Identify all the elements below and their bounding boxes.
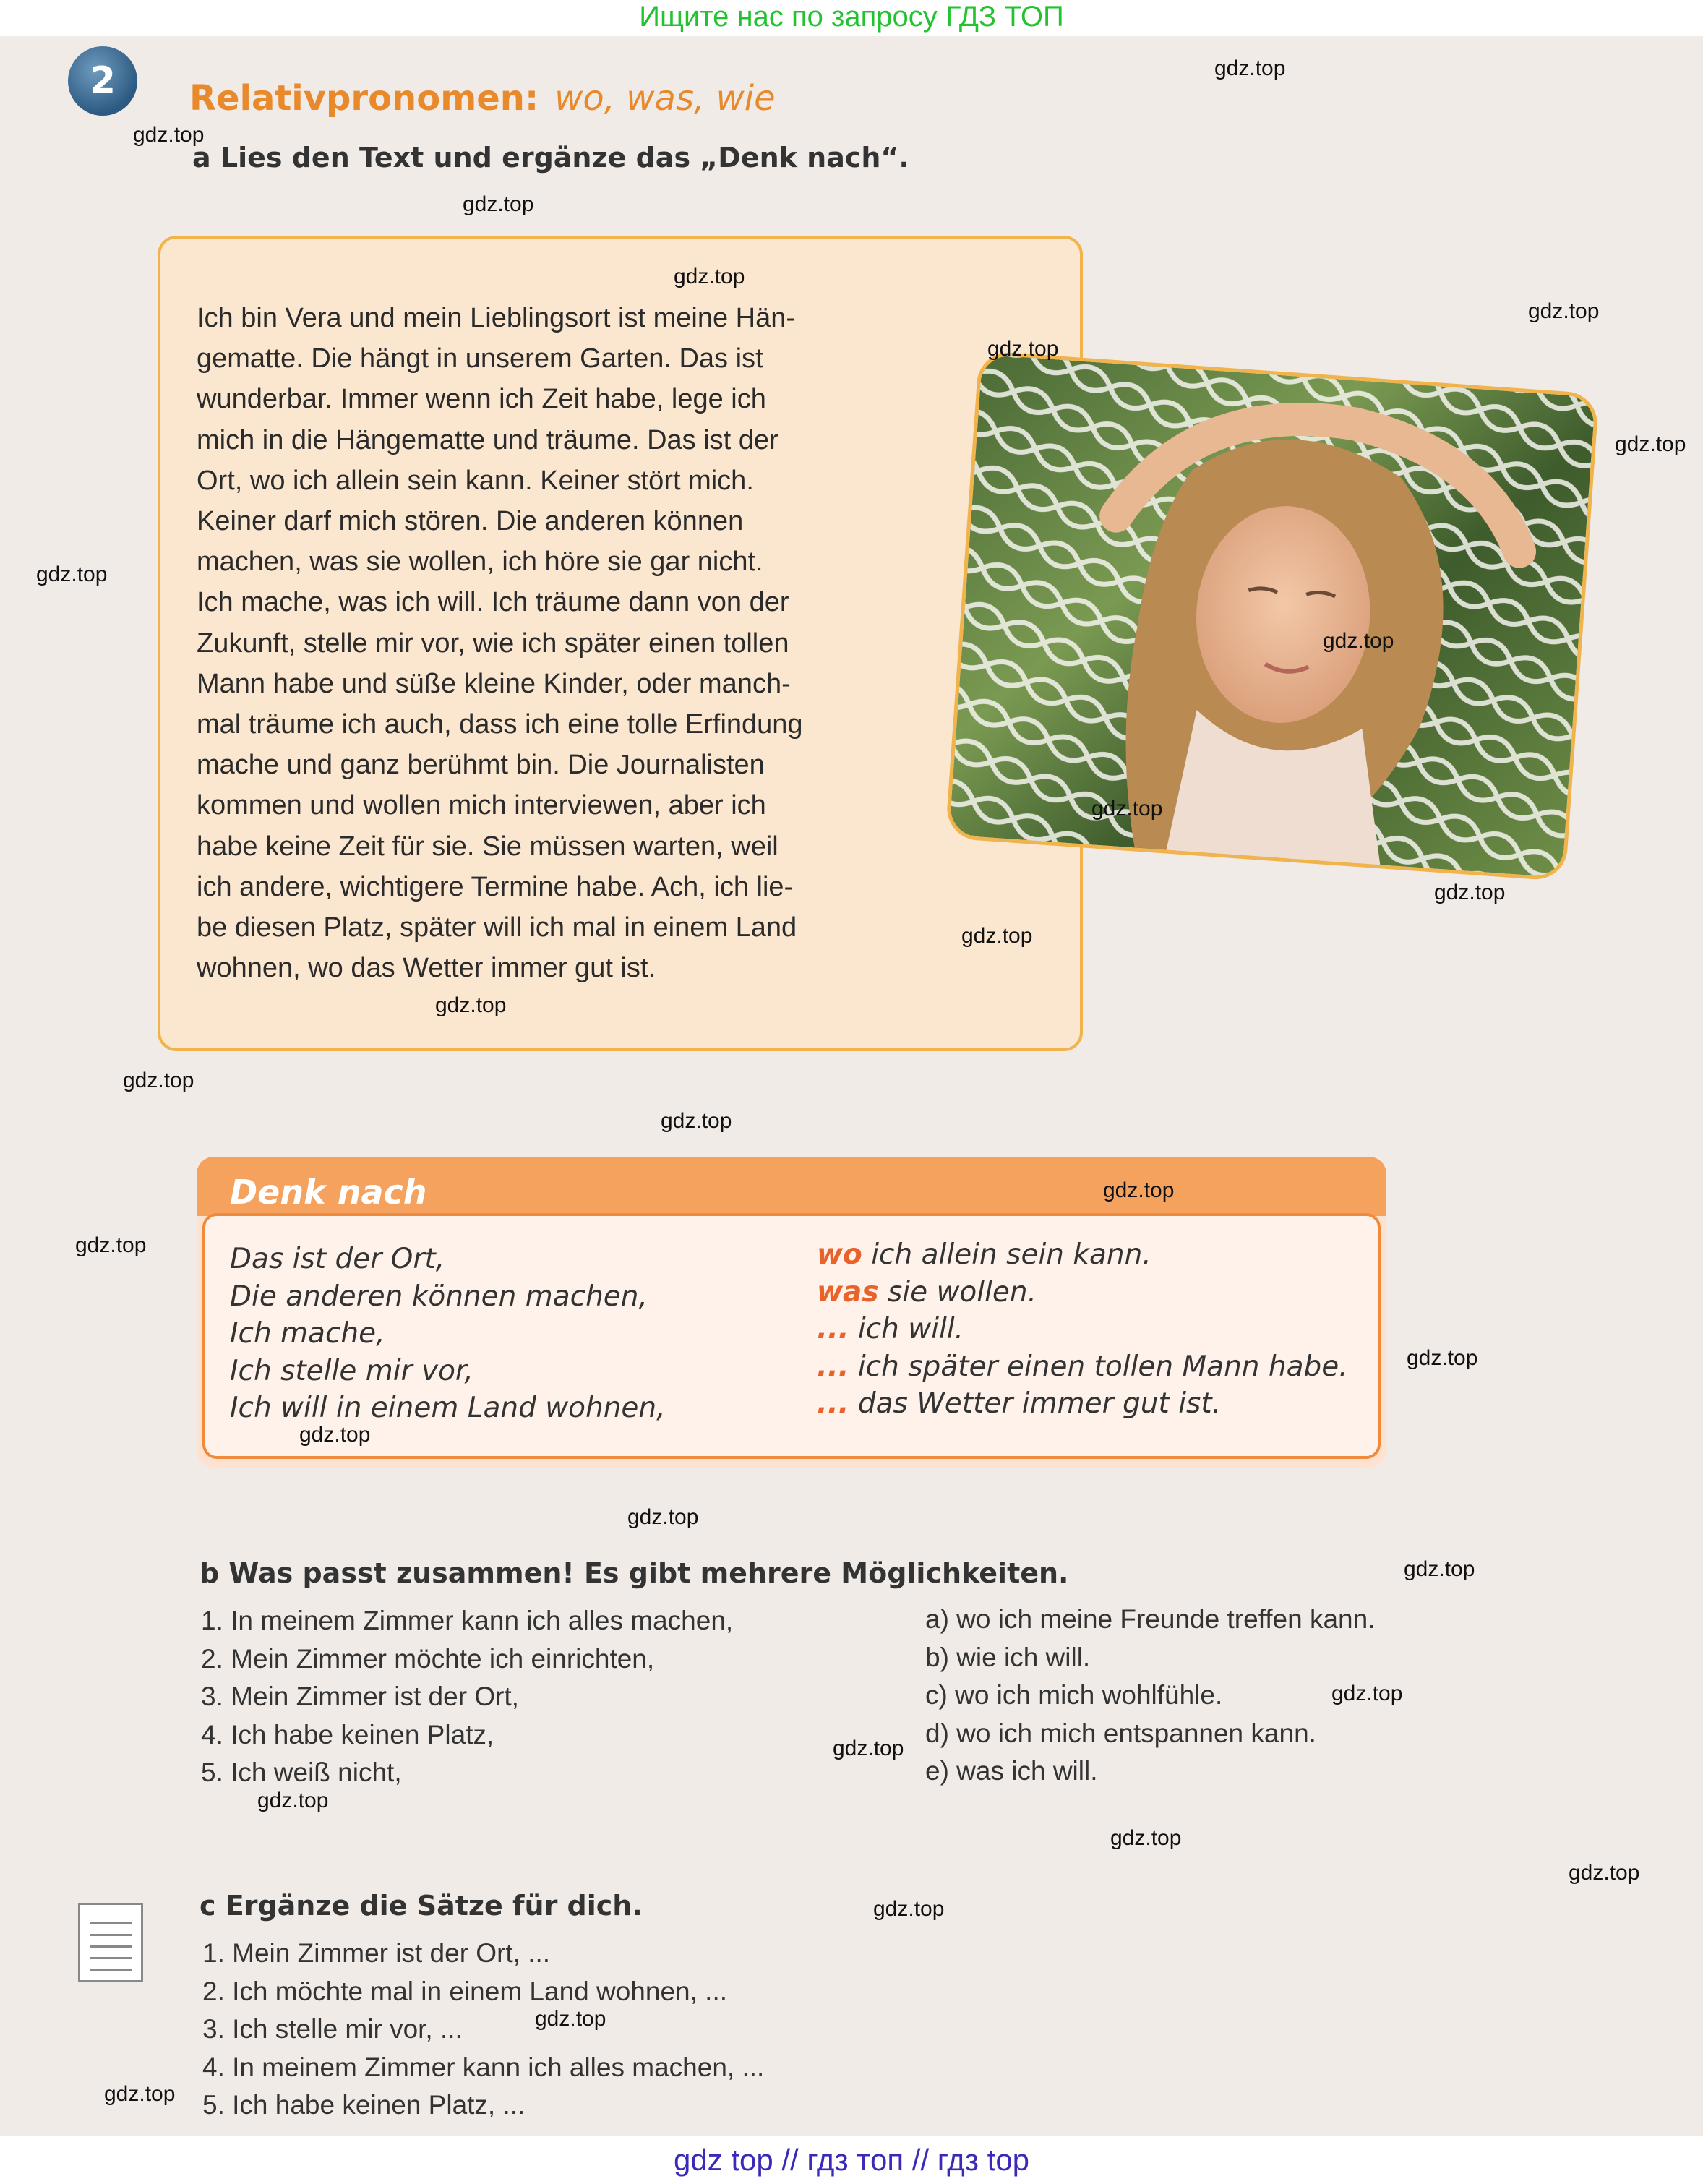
text-line: mich in die Hängematte und träume. Das ist der (197, 424, 778, 455)
watermark: gdz.top (1110, 1826, 1182, 1850)
text-line: Mann habe und süße kleine Kinder, oder manch- (197, 668, 791, 699)
list-item: e) was ich will. (925, 1756, 1098, 1786)
watermark: gdz.top (1528, 299, 1600, 323)
title-label: Relativpronomen: (189, 78, 539, 119)
watermark: gdz.top (435, 993, 507, 1017)
clause-text: ich will. (849, 1313, 964, 1345)
text-line: Ort, wo ich allein sein kann. Keiner stört mich. (197, 465, 754, 496)
watermark: gdz.top (627, 1505, 699, 1529)
clause-text: das Wetter immer gut ist. (849, 1387, 1222, 1420)
text-line: Ich mache, was ich will. Ich träume dann von der (197, 587, 789, 618)
list-item: 2. Ich möchte mal in einem Land wohnen, ... (202, 1976, 728, 2006)
title-relative-words: wo, was, wie (554, 78, 776, 119)
denk-right-line (817, 1311, 1348, 1348)
denk-nach-left-column (230, 1241, 666, 1427)
denk-left-line: Ich mache, (230, 1317, 385, 1350)
text-line: be diesen Platz, später will ich mal in einem Land (197, 912, 797, 943)
bottom-banner[interactable]: gdz top // гдз топ // гдз top (673, 2143, 1030, 2177)
denk-right-line (817, 1348, 1348, 1386)
text-line: habe keine Zeit für sie. Sie müssen warten, weil (197, 831, 778, 862)
watermark: gdz.top (987, 337, 1059, 361)
text-line: kommen und wollen mich interviewen, aber ich (197, 790, 766, 821)
denk-nach-title: Denk nach (230, 1173, 427, 1212)
top-banner[interactable]: Ищите нас по запросу ГДЗ ТОП (639, 1, 1064, 33)
denk-right-line (817, 1236, 1348, 1274)
clause-text: ich allein sein kann. (862, 1238, 1151, 1271)
relative-pronoun-gap: ... (817, 1313, 849, 1345)
task-c-heading: c Ergänze die Sätze für dich. (200, 1890, 643, 1922)
part-c-sentences (202, 1935, 764, 2125)
list-item: 2. Mein Zimmer möchte ich einrichten, (201, 1643, 655, 1674)
watermark: gdz.top (1404, 1557, 1475, 1581)
relative-pronoun: wo (817, 1238, 862, 1271)
list-item: 3. Ich stelle mir vor, ... (202, 2014, 463, 2044)
watermark: gdz.top (257, 1789, 329, 1812)
watermark: gdz.top (1331, 1682, 1403, 1705)
text-line: wohnen, wo das Wetter immer gut ist. (197, 953, 656, 984)
hammock-photo-illustration (948, 354, 1599, 881)
text-line: mal träume ich auch, dass ich eine tolle Erfindung (197, 709, 803, 740)
list-item: 3. Mein Zimmer ist der Ort, (201, 1682, 519, 1711)
clause-text: sie wollen. (878, 1275, 1037, 1309)
denk-right-line (817, 1385, 1348, 1423)
list-item: a) wo ich meine Freunde treffen kann. (925, 1604, 1376, 1634)
text-line: gematte. Die hängt in unserem Garten. Das ist (197, 343, 763, 374)
list-item: 1. In meinem Zimmer kann ich alles machen, (201, 1606, 734, 1635)
text-line: ich andere, wichtigere Termine habe. Ach, ich lie- (197, 871, 794, 902)
watermark: gdz.top (123, 1069, 194, 1092)
denk-left-line: Die anderen können machen, (230, 1280, 648, 1313)
watermark: gdz.top (1434, 881, 1506, 904)
watermark: gdz.top (1091, 797, 1163, 821)
watermark: gdz.top (299, 1423, 371, 1447)
hammock-photo (945, 351, 1599, 881)
list-item: 1. Mein Zimmer ist der Ort, ... (202, 1938, 551, 1968)
text-line: machen, was sie wollen, ich höre sie gar nicht. (197, 547, 763, 578)
watermark: gdz.top (104, 2082, 176, 2106)
watermark: gdz.top (1323, 629, 1394, 653)
denk-right-line (817, 1274, 1348, 1311)
relative-pronoun-gap: ... (817, 1350, 849, 1383)
watermark: gdz.top (1569, 1861, 1640, 1885)
list-item: 5. Ich weiß nicht, (201, 1757, 402, 1787)
denk-nach-right-column (817, 1236, 1348, 1423)
part-b-sentence-starts (201, 1602, 733, 1792)
watermark: gdz.top (75, 1233, 147, 1257)
notepad-icon (78, 1903, 143, 1982)
watermark: gdz.top (133, 123, 205, 147)
exercise-title (189, 78, 776, 119)
watermark: gdz.top (1407, 1346, 1478, 1370)
watermark: gdz.top (1103, 1178, 1175, 1202)
relative-pronoun-gap: ... (817, 1387, 849, 1420)
list-item: 5. Ich habe keinen Platz, ... (202, 2090, 526, 2120)
watermark: gdz.top (535, 2007, 606, 2031)
text-line: wunderbar. Immer wenn ich Zeit habe, lege ich (197, 384, 766, 415)
list-item: 4. Ich habe keinen Platz, (201, 1719, 494, 1750)
text-line: Zukunft, stelle mir vor, wie ich später einen tollen (197, 628, 789, 659)
watermark: gdz.top (1214, 56, 1286, 80)
text-line: Keiner darf mich stören. Die anderen können (197, 506, 744, 537)
list-item: c) wo ich mich wohlfühle. (925, 1680, 1223, 1710)
denk-left-line: Ich stelle mir vor, (230, 1354, 473, 1387)
watermark: gdz.top (36, 562, 108, 586)
list-item: b) wie ich will. (925, 1642, 1091, 1672)
part-b-sentence-ends (925, 1601, 1376, 1791)
task-a-heading: a Lies den Text und ergänze das „Denk nach“. (192, 142, 909, 174)
task-b-heading: b Was passt zusammen! Es gibt mehrere Möglichkeiten. (200, 1557, 1069, 1589)
list-item: 4. In meinem Zimmer kann ich alles machen, ... (202, 2052, 765, 2082)
relative-pronoun: was (817, 1275, 879, 1309)
watermark: gdz.top (833, 1737, 904, 1760)
watermark: gdz.top (1615, 432, 1686, 456)
denk-left-line: Das ist der Ort, (230, 1243, 445, 1275)
list-item: d) wo ich mich entspannen kann. (925, 1718, 1316, 1748)
watermark: gdz.top (661, 1109, 732, 1133)
text-line: mache und ganz berühmt bin. Die Journalisten (197, 750, 765, 781)
watermark: gdz.top (463, 192, 534, 216)
watermark: gdz.top (961, 924, 1033, 948)
reading-text (197, 298, 931, 988)
clause-text: ich später einen tollen Mann habe. (849, 1350, 1348, 1383)
exercise-number-badge: 2 (68, 46, 137, 116)
denk-left-line: Ich will in einem Land wohnen, (230, 1392, 666, 1424)
watermark: gdz.top (674, 265, 745, 288)
text-line: Ich bin Vera und mein Lieblingsort ist meine Hän- (197, 303, 796, 333)
watermark: gdz.top (873, 1897, 945, 1921)
